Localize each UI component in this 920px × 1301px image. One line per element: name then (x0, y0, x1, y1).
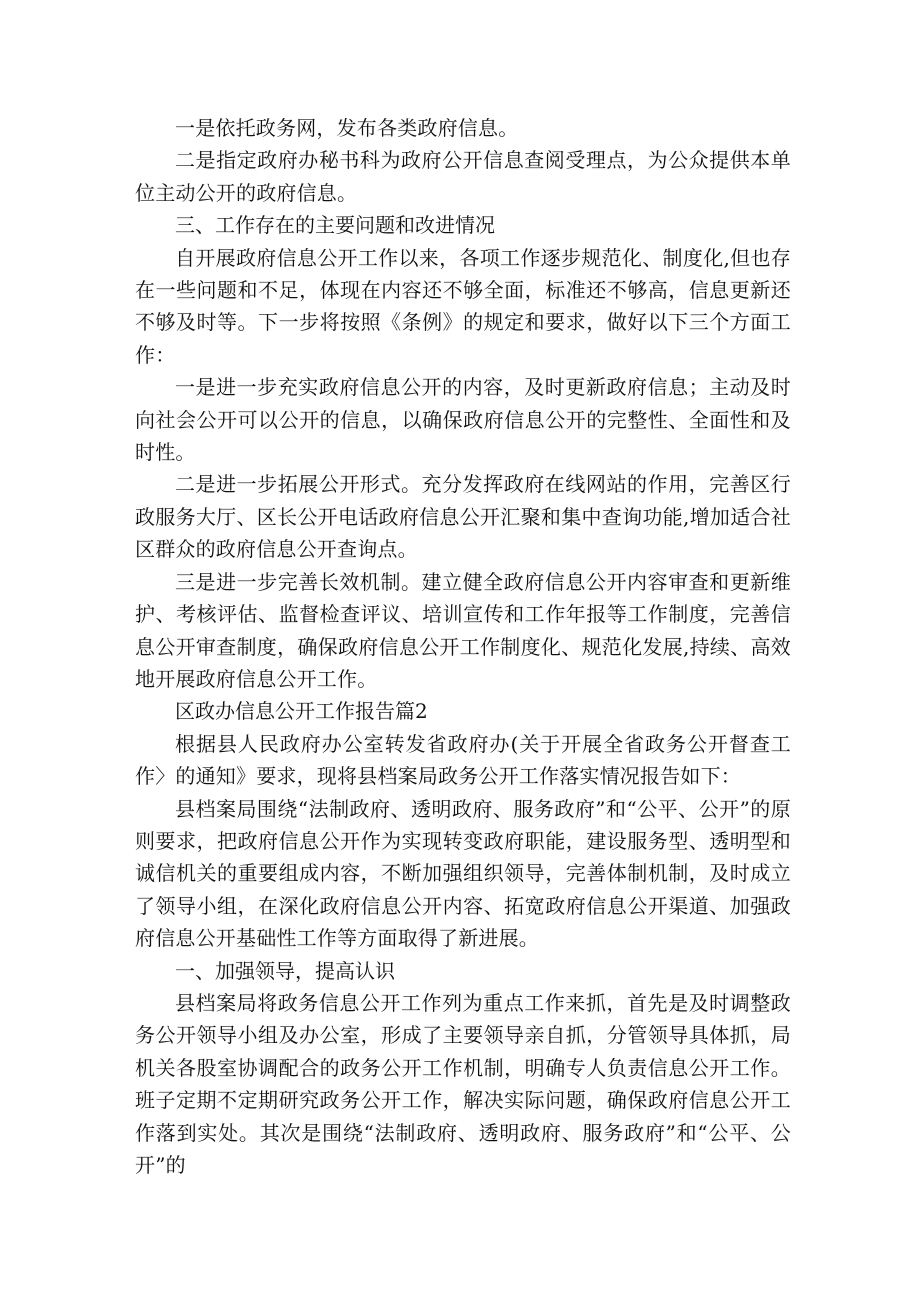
paragraph-5: 二是进一步拓展公开形式。充分发挥政府在线网站的作用，完善区行政服务大厅、区长公开电话政府信息公开汇聚和集中查询功能,增加适合社区群众的政府信息公开查询点。 (135, 472, 791, 562)
paragraph-1: 一是依托政务网，发布各类政府信息。 (175, 116, 519, 140)
paragraph-6: 三是进一步完善长效机制。建立健全政府信息公开内容审查和更新维护、考核评估、监督检查评议、培训宣传和工作年报等工作制度，完善信息公开审查制度，确保政府信息公开工作制度化、规范化发展,持续、高效地开展政府信息公开工作。 (135, 569, 791, 691)
paragraph-9: 县档案局将政务信息公开工作列为重点工作来抓，首先是及时调整政务公开领导小组及办公室，形成了主要领导亲自抓，分管领导具体抓，局机关各股室协调配合的政务公开工作机制，明确专人负责信息公开工作。班子定期不定期研究政务公开工作，解决实际问题，确保政府信息公开工作落到实处。其次是围绕“法制政府、透明政府、服务政府”和“公平、公开”的 (135, 990, 791, 1177)
paragraph-4: 一是进一步充实政府信息公开的内容，及时更新政府信息；主动及时向社会公开可以公开的信息，以确保政府信息公开的完整性、全面性和及时性。 (135, 375, 791, 465)
paragraph-3: 自开展政府信息公开工作以来，各项工作逐步规范化、制度化,但也存在一些问题和不足，体现在内容还不够全面，标准还不够高，信息更新还不够及时等。下一步将按照《条例》的规定和要求，做好以下三个方面工作： (135, 245, 791, 367)
paragraph-8: 县档案局围绕“法制政府、透明政府、服务政府”和“公平、公开”的原则要求，把政府信息公开作为实现转变政府职能，建设服务型、透明型和诚信机关的重要组成内容，不断加强组织领导，完善体制机制，及时成立了领导小组，在深化政府信息公开内容、拓宽政府信息公开渠道、加强政府信息公开基础性工作等方面取得了新进展。 (135, 796, 791, 951)
document-body (135, 112, 791, 1181)
paragraph-7: 根据县人民政府办公室转发省政府办(关于开展全省政务公开督查工作〉的通知》要求，现将县档案局政务公开工作落实情况报告如下： (135, 731, 791, 789)
report-title-part-2: 区政办信息公开工作报告篇2 (175, 699, 428, 724)
section-heading-leadership: 一、加强领导，提高认识 (175, 958, 395, 983)
section-heading-problems: 三、工作存在的主要问题和改进情况 (175, 213, 495, 238)
paragraph-2: 二是指定政府办秘书科为政府公开信息查阅受理点，为公众提供本单位主动公开的政府信息。 (135, 148, 791, 205)
